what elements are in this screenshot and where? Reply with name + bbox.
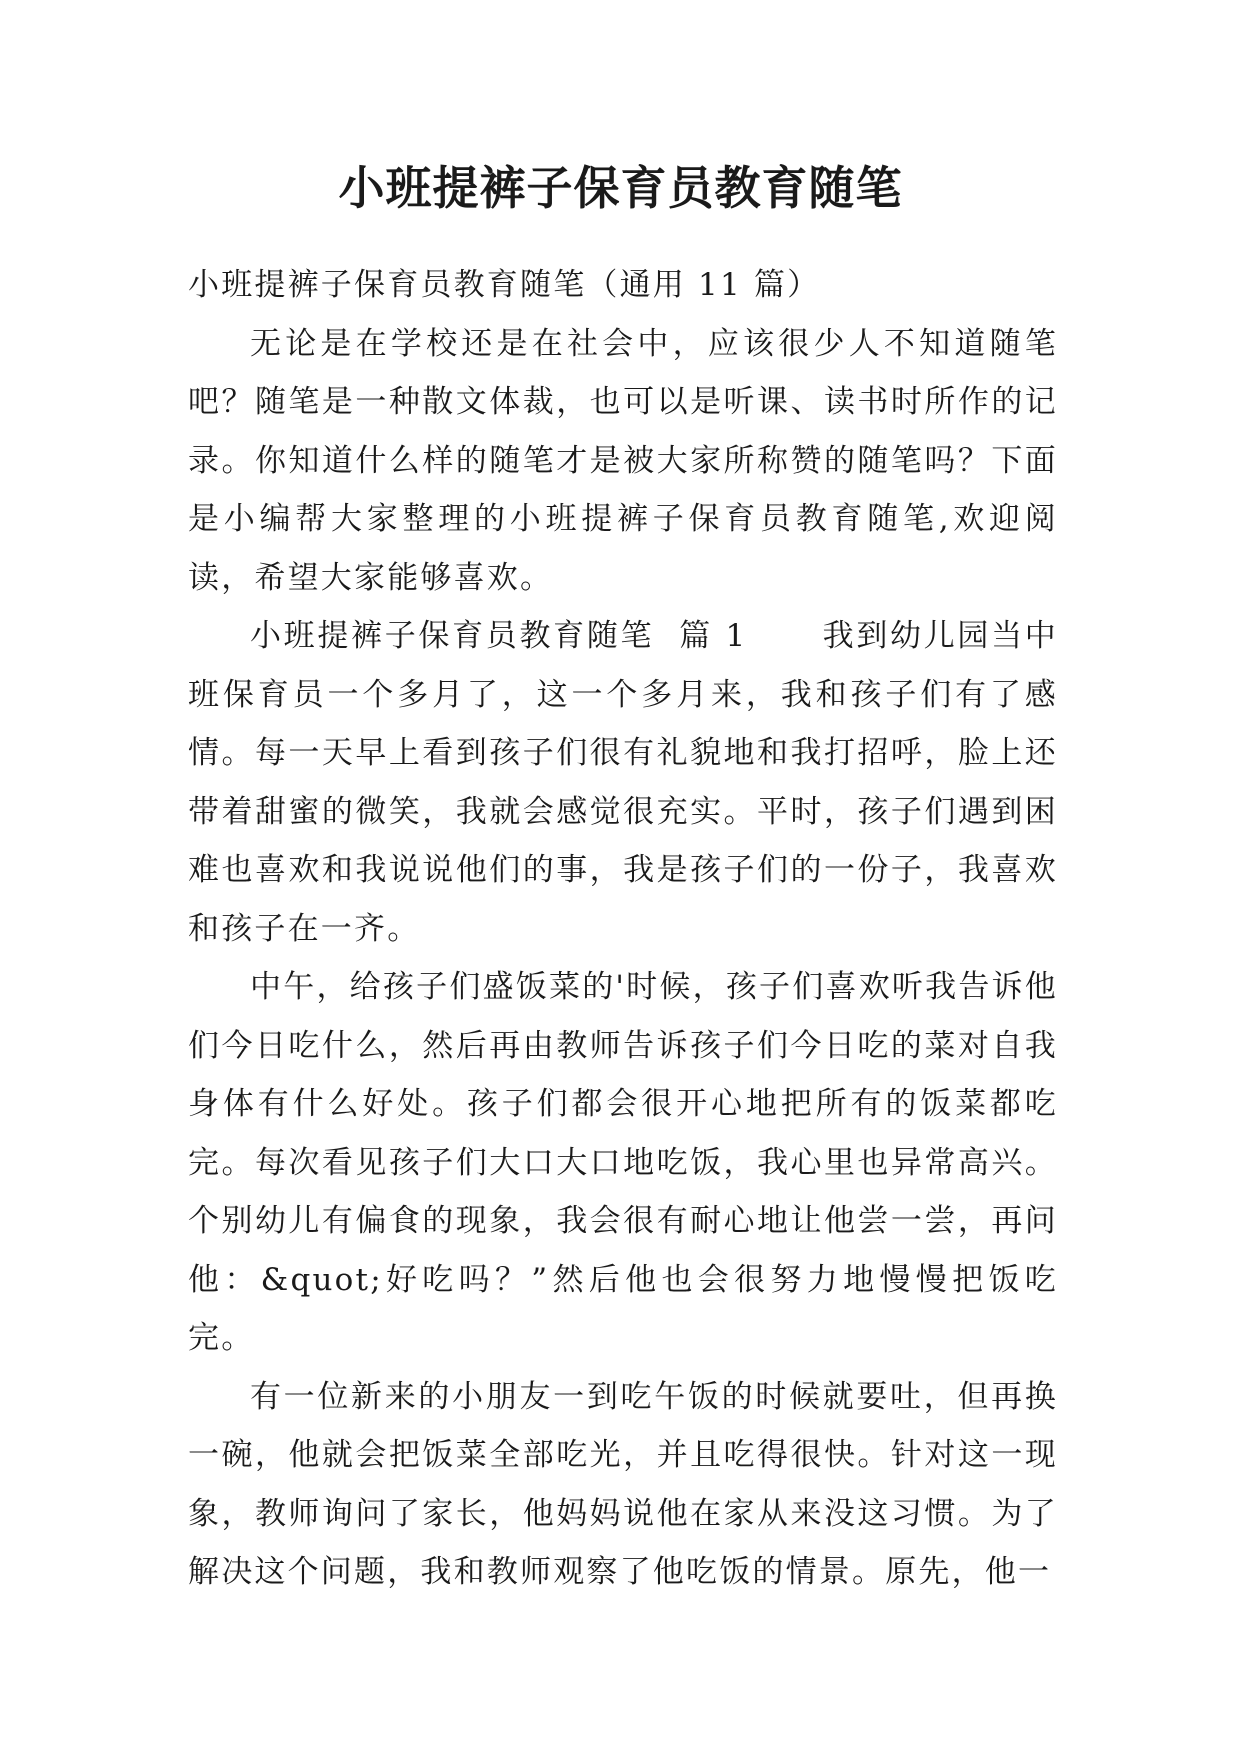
paragraph-essay-1-opening: 小班提裤子保育员教育随笔 篇 1 我到幼儿园当中班保育员一个多月了，这一个多月来，我和孩子们有了感情。每一天早上看到孩子们很有礼貌地和我打招呼，脸上还带着甜蜜的微笑，我就会感觉很充实。平时，孩子们遇到困难也喜欢和我说说他们的事，我是孩子们的一份子，我喜欢和孩子在一齐。 bbox=[188, 618, 1058, 947]
paragraph-intro: 无论是在学校还是在社会中，应该很少人不知道随笔吧？随笔是一种散文体裁，也可以是听课、读书时所作的记录。你知道什么样的随笔才是被大家所称赞的随笔吗？下面是小编帮大家整理的小班提裤子保育员教育随笔,欢迎阅读，希望大家能够喜欢。 bbox=[188, 325, 1058, 596]
paragraph-new-child: 有一位新来的小朋友一到吃午饭的时候就要吐，但再换一碗，他就会把饭菜全部吃光，并且吃得很快。针对这一现象，教师询问了家长，他妈妈说他在家从来没这习惯。为了解决这个问题，我和教师观察了他吃饭的情景。原先，他一 bbox=[188, 1378, 1058, 1590]
document-title: 小班提裤子保育员教育随笔 bbox=[338, 161, 903, 215]
document-subtitle: 小班提裤子保育员教育随笔（通用 11 篇） bbox=[188, 267, 821, 303]
document-body bbox=[188, 256, 1058, 1602]
paragraph-lunch: 中午，给孩子们盛饭菜的'时候，孩子们喜欢听我告诉他们今日吃什么，然后再由教师告诉孩子们今日吃的菜对自我身体有什么好处。孩子们都会很开心地把所有的饭菜都吃完。每次看见孩子们大口大口地吃饭，我心里也异常高兴。个别幼儿有偏食的现象，我会很有耐心地让他尝一尝，再问他：&quot;好吃吗？”然后他也会很努力地慢慢把饭吃完。 bbox=[188, 969, 1058, 1356]
